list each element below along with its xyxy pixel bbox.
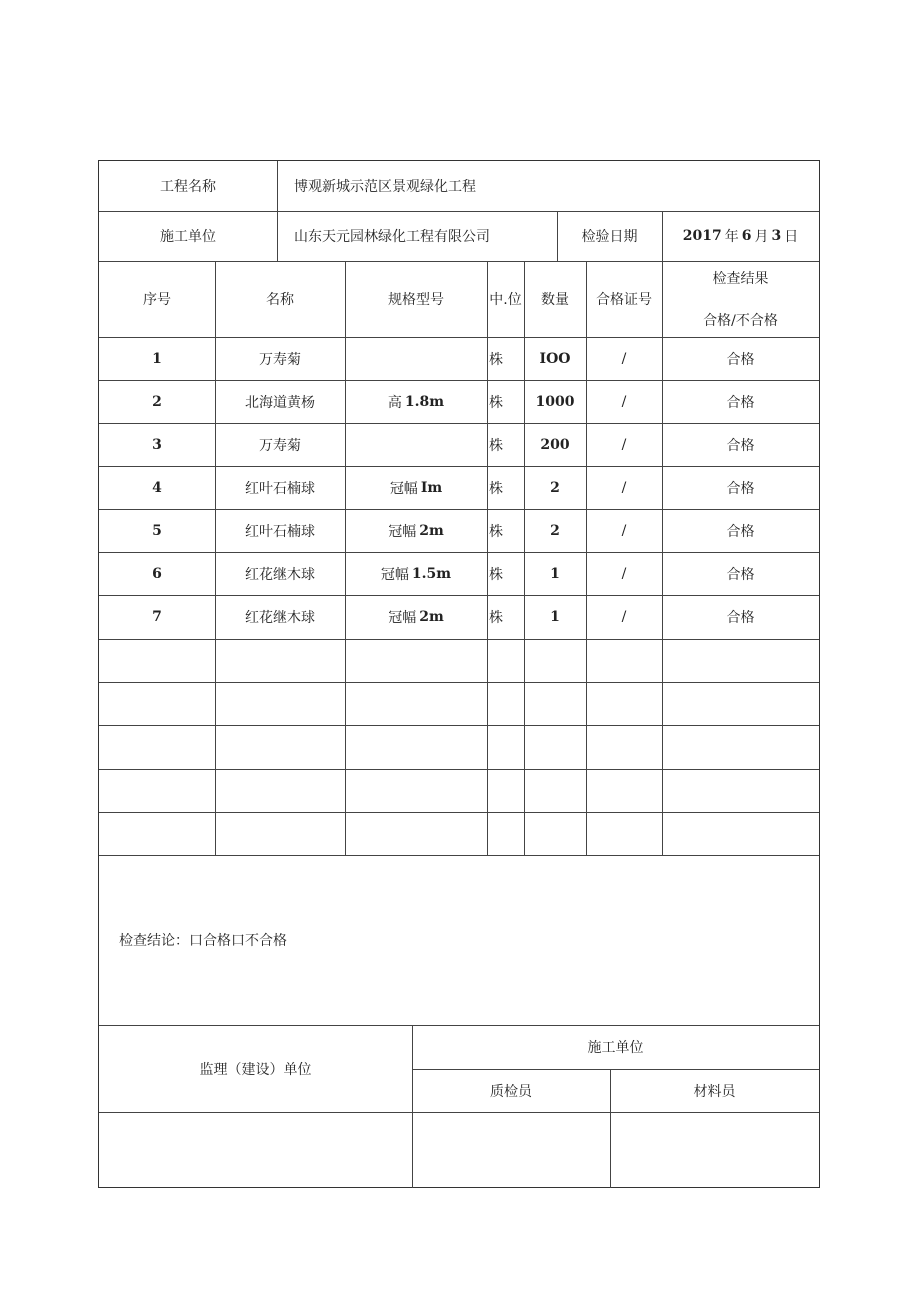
hline-r7 — [99, 639, 819, 640]
spec-prefix: 冠幅 — [380, 566, 409, 583]
spec-prefix: 冠幅 — [388, 523, 417, 540]
cell-seq: 1 — [152, 350, 162, 367]
spec-value: Im — [420, 479, 443, 496]
material-label: 材料员 — [693, 1083, 736, 1100]
date-month-char: 月 — [754, 229, 769, 245]
cell-unit: 株 — [489, 523, 503, 540]
cell-seq: 2 — [152, 393, 162, 410]
cell-qty: 200 — [540, 436, 570, 453]
cell-cert: / — [621, 565, 627, 582]
cell-unit: 株 — [489, 351, 503, 368]
cell-qty: 2 — [550, 479, 560, 496]
date-year: 2017 — [682, 228, 722, 244]
cell-result: 合格 — [726, 480, 755, 497]
inspection-date — [662, 211, 819, 261]
cell-cert: / — [621, 436, 627, 453]
cell-qty: 2 — [550, 522, 560, 539]
hline-r8 — [99, 682, 819, 683]
header-seq: 序号 — [143, 292, 171, 308]
cell-result: 合格 — [726, 523, 755, 540]
cell-result: 合格 — [726, 609, 755, 626]
cell-cert: / — [621, 479, 627, 496]
cell-spec — [345, 509, 487, 552]
cell-name: 万寿菊 — [259, 351, 301, 368]
cell-seq: 4 — [152, 479, 162, 496]
cell-result: 合格 — [726, 351, 755, 368]
cell-spec — [345, 423, 487, 466]
header-name: 名称 — [266, 292, 294, 308]
cell-spec — [345, 552, 487, 595]
header-cert: 合格证号 — [596, 292, 652, 308]
hline-r9 — [99, 725, 819, 726]
cell-spec — [345, 337, 487, 380]
cell-name: 万寿菊 — [259, 437, 301, 454]
header-result — [662, 261, 819, 337]
cell-seq: 7 — [152, 608, 162, 625]
cell-spec — [345, 595, 487, 638]
cell-seq: 5 — [152, 522, 162, 539]
spec-value: 2m — [419, 608, 444, 625]
spec-prefix: 高 — [387, 394, 402, 411]
cell-result: 合格 — [726, 437, 755, 454]
spec-value: 2m — [419, 522, 444, 539]
cell-unit: 株 — [489, 480, 503, 497]
cell-name: 北海道黄杨 — [245, 394, 315, 411]
cell-unit: 株 — [489, 437, 503, 454]
header-result-line2: 合格/不合格 — [703, 313, 778, 329]
sig-contractor-label: 施工单位 — [587, 1040, 644, 1056]
spec-prefix: 冠幅 — [389, 480, 418, 497]
cell-cert: / — [621, 350, 627, 367]
inspector-label: 质检员 — [490, 1083, 532, 1100]
cell-unit: 株 — [489, 394, 503, 411]
date-label: 检验日期 — [581, 229, 638, 245]
cell-name: 红花继木球 — [245, 609, 315, 626]
supervisor-label: 监理（建设）单位 — [199, 1061, 312, 1078]
cell-result: 合格 — [726, 394, 755, 411]
header-qty: 数量 — [541, 292, 569, 308]
conclusion-text: 检查结论：口合格口不合格 — [119, 933, 287, 949]
date-year-char: 年 — [724, 229, 739, 245]
spec-prefix: 冠幅 — [388, 609, 417, 626]
cell-unit: 株 — [489, 609, 503, 626]
cell-name: 红花继木球 — [245, 566, 315, 583]
project-name-label: 工程名称 — [160, 179, 216, 195]
date-day-char: 日 — [784, 229, 799, 245]
header-unit: 中.位 — [489, 292, 522, 308]
hline-sig-bottom — [99, 1112, 819, 1113]
spec-value: 1.5m — [411, 565, 452, 582]
project-name-value: 博观新城示范区景观绿化工程 — [294, 179, 476, 195]
cell-name: 红叶石楠球 — [245, 480, 315, 497]
cell-cert: / — [621, 522, 627, 539]
cell-spec — [345, 466, 487, 509]
cell-seq: 6 — [152, 565, 162, 582]
cell-spec — [345, 380, 487, 423]
cell-cert: / — [621, 393, 627, 410]
cell-unit: 株 — [489, 566, 503, 583]
cell-qty: 1 — [550, 565, 560, 582]
header-spec: 规格型号 — [388, 292, 444, 308]
cell-cert: / — [621, 608, 627, 625]
cell-qty: 1000 — [535, 393, 575, 410]
cell-name: 红叶石楠球 — [245, 523, 315, 540]
header-result-line1: 检查结果 — [712, 271, 769, 287]
hline-r10 — [99, 769, 819, 770]
hline-r11 — [99, 812, 819, 813]
spec-value: 1.8m — [404, 393, 445, 410]
contractor-value: 山东天元园林绿化工程有限公司 — [294, 229, 490, 245]
contractor-label: 施工单位 — [160, 229, 216, 245]
date-day: 3 — [771, 228, 782, 244]
date-month: 6 — [741, 228, 752, 244]
inspection-form — [98, 160, 820, 1188]
cell-qty: IOO — [539, 350, 571, 367]
cell-seq: 3 — [152, 436, 162, 453]
cell-qty: 1 — [550, 608, 560, 625]
cell-result: 合格 — [726, 566, 755, 583]
